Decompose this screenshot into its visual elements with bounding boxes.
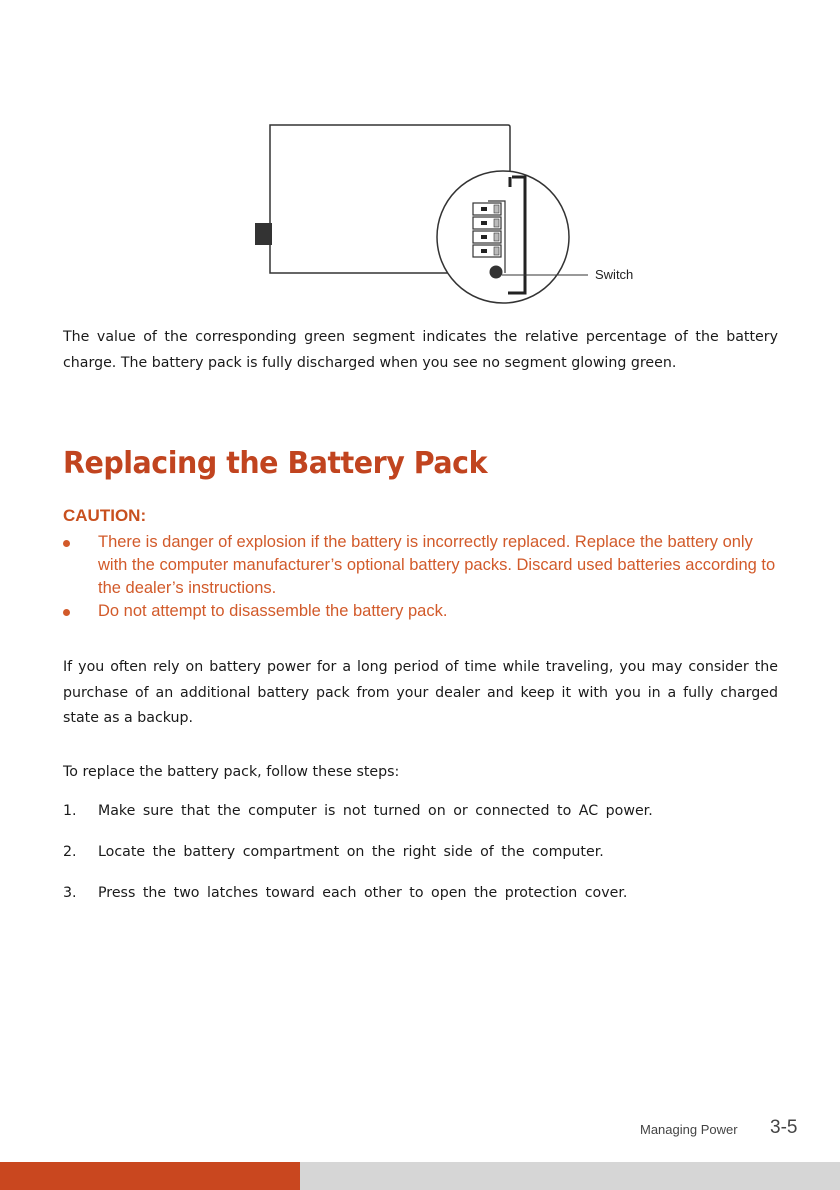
footer-page-number: 3-5	[770, 1117, 798, 1138]
steps-list	[63, 801, 781, 924]
caution-item-text: Do not attempt to disassemble the battery pack.	[98, 602, 448, 620]
step-item	[63, 883, 781, 924]
caution-item	[63, 600, 781, 623]
caution-title: CAUTION:	[63, 506, 147, 525]
battery-connector	[255, 223, 272, 245]
caution-item-text: There is danger of explosion if the battery is incorrectly replaced. Replace the battery only with the computer manufacturer’s optional battery packs. Discard used batteries according to the dealer’s instructions.	[98, 533, 776, 597]
step-text: Press the two latches toward each other to open the protection cover.	[98, 885, 628, 901]
battery-charge-paragraph: The value of the corresponding green segment indicates the relative percentage of the battery charge. The battery pack is fully discharged when you see no segment glowing green.	[63, 329, 778, 371]
battery-figure	[240, 115, 660, 305]
step-number: 2.	[63, 844, 77, 860]
magnifier-circle	[437, 171, 569, 303]
section-heading: Replacing the Battery Pack	[63, 446, 488, 481]
footer-section-name: Managing Power	[640, 1122, 738, 1137]
caution-list	[63, 531, 781, 623]
step-number: 3.	[63, 885, 77, 901]
step-item	[63, 801, 781, 842]
switch-callout-label: Switch	[595, 267, 634, 282]
footer-accent-bar	[0, 1162, 300, 1190]
caution-item	[63, 531, 781, 600]
step-item	[63, 842, 781, 883]
bullet-icon	[63, 540, 70, 547]
step-text: Locate the battery compartment on the right side of the computer.	[98, 844, 604, 860]
bullet-icon	[63, 609, 70, 616]
switch-button	[490, 266, 503, 279]
backup-battery-paragraph: If you often rely on battery power for a long period of time while traveling, you may consider the purchase of an additional battery pack from your dealer and keep it with you in a fully charged state as a backup.	[63, 659, 778, 726]
step-text: Make sure that the computer is not turned on or connected to AC power.	[98, 803, 653, 819]
footer-gray-bar	[300, 1162, 840, 1190]
steps-intro: To replace the battery pack, follow these steps:	[63, 764, 400, 780]
step-number: 1.	[63, 803, 77, 819]
